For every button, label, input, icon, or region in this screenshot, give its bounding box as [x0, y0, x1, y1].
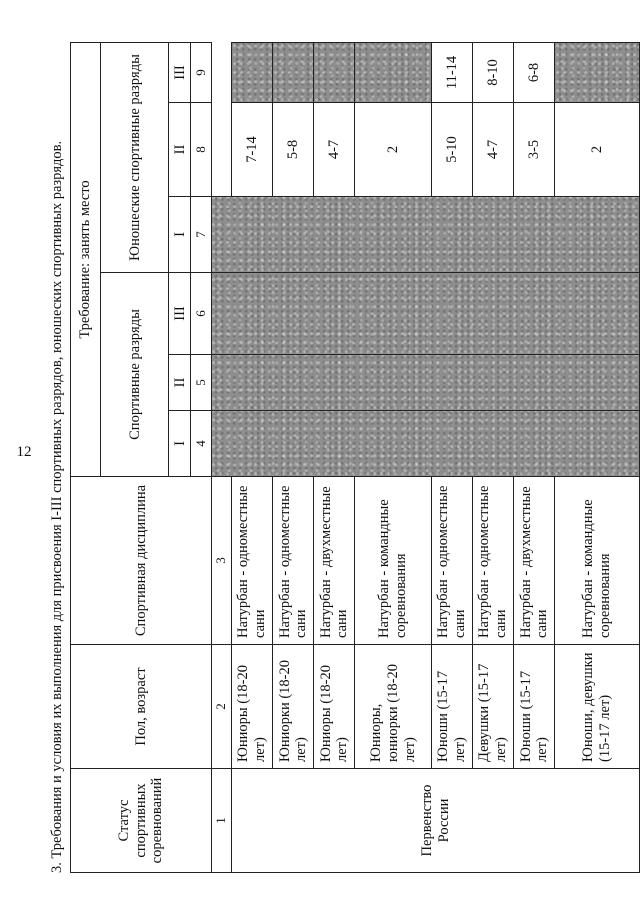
discipline-cell: Натурбан - командные соревнования — [555, 477, 640, 645]
shaded-empty-cell — [211, 355, 639, 411]
group-cell: Девушки (15-17 лет) — [473, 645, 514, 769]
group-cell: Юниорки (18-20 лет) — [273, 645, 314, 769]
header-rank-iii: III — [169, 273, 191, 355]
discipline-cell: Натурбан - одноместные сани — [473, 477, 514, 645]
header-discipline: Спортивная дисциплина — [71, 477, 212, 645]
column-number: 4 — [191, 411, 211, 477]
rank-i-cell: 5-10 — [432, 103, 473, 197]
discipline-cell: Натурбан - одноместные сани — [232, 477, 273, 645]
discipline-cell: Натурбан - двухместные сани — [314, 477, 355, 645]
column-number: 5 — [191, 355, 211, 411]
column-number: 9 — [191, 42, 211, 102]
header-rank-i: I — [169, 411, 191, 477]
status-cell: Первенство России — [232, 769, 640, 873]
group-cell: Юниоры, юниорки (18-20 лет) — [355, 645, 432, 769]
shaded-empty-cell — [273, 42, 314, 102]
header-youth-i: I — [169, 197, 191, 273]
header-status: Статус спортивных соревнований — [71, 769, 212, 873]
column-number: 7 — [191, 197, 211, 273]
shaded-empty-cell — [211, 197, 639, 273]
rotated-page-content — [44, 43, 640, 873]
discipline-cell: Натурбан - одноместные сани — [432, 477, 473, 645]
group-cell: Юноши, девушки (15-17 лет) — [555, 645, 640, 769]
rank-ii-cell: 6-8 — [514, 42, 555, 102]
section-heading: 3. Требования и условия их выполнения для присвоения I-III спортивных разрядов, юношеских спортивных разрядов. — [49, 140, 65, 873]
rank-i-cell: 2 — [355, 103, 432, 197]
header-sport-ranks: Спортивные разряды — [101, 273, 169, 477]
shaded-empty-cell — [211, 273, 639, 355]
rank-ii-cell: 8-10 — [473, 42, 514, 102]
group-cell: Юноши (15-17 лет) — [514, 645, 555, 769]
header-youth-ii: II — [169, 103, 191, 197]
discipline-cell: Натурбан - двухместные сани — [514, 477, 555, 645]
rank-i-cell: 2 — [555, 103, 640, 197]
header-youth-iii: III — [169, 42, 191, 102]
rank-i-cell: 4-7 — [473, 103, 514, 197]
shaded-empty-cell — [355, 42, 432, 102]
discipline-cell: Натурбан - командные соревнования — [355, 477, 432, 645]
header-gender-age: Пол, возраст — [71, 645, 212, 769]
shaded-empty-cell — [232, 42, 273, 102]
column-number: 2 — [211, 645, 231, 769]
shaded-empty-cell — [211, 411, 639, 477]
shaded-empty-cell — [555, 42, 640, 102]
rank-i-cell: 7-14 — [232, 103, 273, 197]
page-number: 12 — [16, 444, 32, 460]
shaded-empty-cell — [314, 42, 355, 102]
requirements-table — [70, 42, 640, 873]
column-number: 6 — [191, 273, 211, 355]
column-number: 3 — [211, 477, 231, 645]
column-number: 1 — [211, 769, 231, 873]
group-cell: Юноши (15-17 лет) — [432, 645, 473, 769]
column-number: 8 — [191, 103, 211, 197]
rank-i-cell: 4-7 — [314, 103, 355, 197]
group-cell: Юниоры (18-20 лет) — [232, 645, 273, 769]
header-youth-ranks: Юношеские спортивные разряды — [101, 42, 169, 272]
group-cell: Юниоры (18-20 лет) — [314, 645, 355, 769]
discipline-cell: Натурбан - одноместные сани — [273, 477, 314, 645]
header-requirement: Требование: занять место — [71, 42, 101, 476]
rank-ii-cell: 11-14 — [432, 42, 473, 102]
header-rank-ii: II — [169, 355, 191, 411]
rank-i-cell: 5-8 — [273, 103, 314, 197]
rank-i-cell: 3-5 — [514, 103, 555, 197]
